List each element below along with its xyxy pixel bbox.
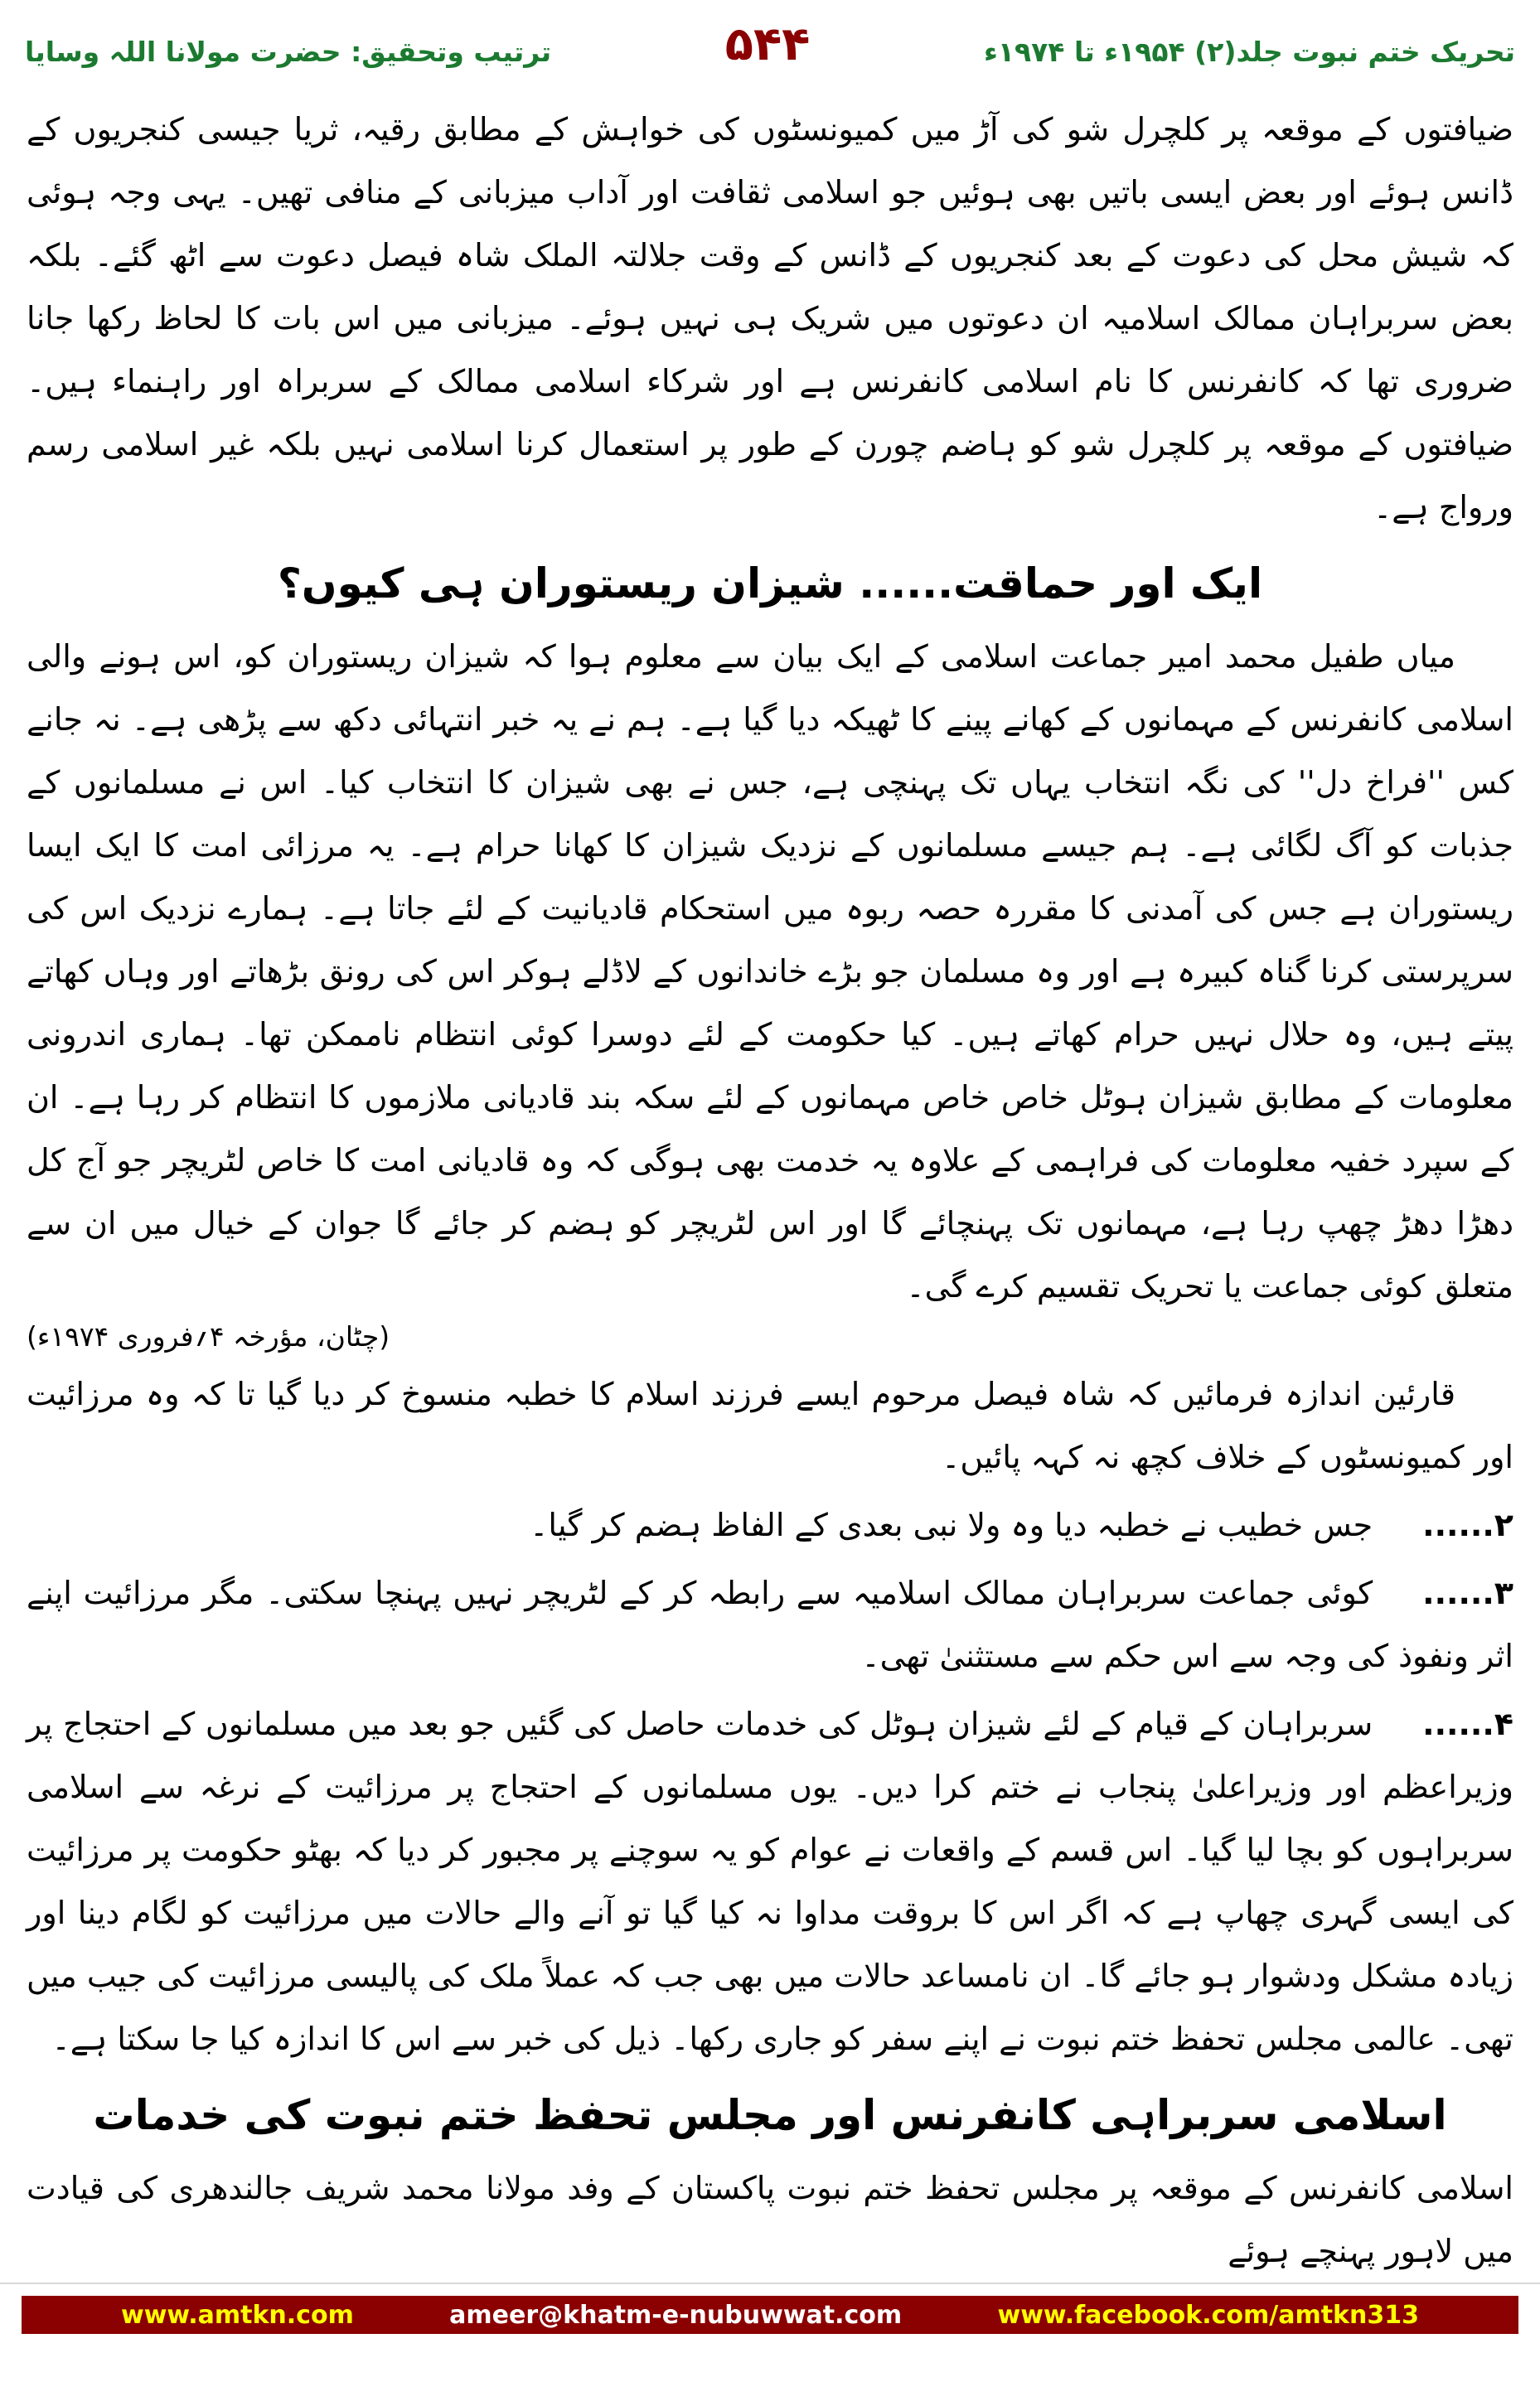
page-number: ۵۴۴ <box>724 17 811 71</box>
compiler-credit: ترتیب وتحقیق: حضرت مولانا اللہ وسایا <box>25 36 552 68</box>
list-item-3 <box>27 1561 1513 1687</box>
list-item-4-marker: ۴...... <box>1422 1706 1513 1743</box>
footer-website-link[interactable]: www.amtkn.com <box>121 2300 354 2330</box>
footer-facebook-link[interactable]: www.facebook.com/amtkn313 <box>997 2300 1419 2330</box>
list-item-3-text: کوئی جماعت سربراہان ممالک اسلامیہ سے رابطہ کر کے لٹریچر نہیں پہنچا سکتی۔ مگر مرزائیت اپنے اثر ونفوذ کی وجہ سے اس حکم سے مستثنیٰ تھی۔ <box>27 1575 1513 1675</box>
section-heading-shezan: ایک اور حماقت...... شیزان ریستوران ہی کیوں؟ <box>277 559 1263 608</box>
page-header <box>0 0 1540 75</box>
source-citation: (چٹان، مؤرخہ ۴؍فروری ۱۹۷۴ء) <box>27 1320 390 1353</box>
footer-divider <box>0 2283 1540 2284</box>
list-item-4-text: سربراہان کے قیام کے لئے شیزان ہوٹل کی خدمات حاصل کی گئیں جو بعد میں مسلمانوں کے احتجاج پر وزیراعظم اور وزیراعلیٰ پنجاب نے ختم کرا دیں۔ یوں مسلمانوں کے احتجاج پر مرزائیت کے نرغہ سے اسلامی سربراہوں کو بچا لیا گیا۔ اس قسم کے واقعات نے عوام کو یہ سوچنے پر مجبور کر دیا کہ بھٹو حکومت پر مرزائیت کی ایسی گہری چھاپ ہے کہ اگر اس کا بروقت مداوا نہ کیا گیا تو آنے والے حالات میں مرزائیت کو لگام دینا اور زیادہ مشکل ودشوار ہو جائے گا۔ ان نامساعد حالات میں بھی جب کہ عملاً ملک کی پالیسی مرزائیت کی جیب میں تھی۔ عالمی مجلس تحفظ ختم نبوت نے اپنے سفر کو جاری رکھا۔ ذیل کی خبر سے اس کا اندازہ کیا جا سکتا ہے۔ <box>27 1706 1513 2058</box>
page-body <box>0 83 1540 2283</box>
footer-area <box>0 2283 1540 2382</box>
paragraph-delegation-lahore: اسلامی کانفرنس کے موقعہ پر مجلس تحفظ ختم نبوت پاکستان کے وفد مولانا محمد شریف جالندھری کی قیادت میں لاہور پہنچے ہوئے <box>27 2170 1513 2270</box>
footer-email-link[interactable]: ameer@khatm-e-nubuwwat.com <box>449 2300 903 2330</box>
list-item-2-marker: ۲...... <box>1422 1507 1513 1544</box>
footer-bar <box>22 2296 1518 2334</box>
paragraph-shezan-contract: میاں طفیل محمد امیر جماعت اسلامی کے ایک بیان سے معلوم ہوا کہ شیزان ریستوران کو، اس ہونے والی اسلامی کانفرنس کے مہمانوں کے کھانے پینے کا ٹھیکہ دیا گیا ہے۔ ہم نے یہ خبر انتہائی دکھ سے پڑھی ہے۔ نہ جانے کس ''فراخ دل'' کی نگہ انتخاب یہاں تک پہنچی ہے، جس نے بھی شیزان کا انتخاب کیا۔ اس نے مسلمانوں کے جذبات کو آگ لگائی ہے۔ ہم جیسے مسلمانوں کے نزدیک شیزان کا کھانا حرام ہے۔ یہ مرزائی امت کا ایک ایسا ریستوران ہے جس کی آمدنی کا مقررہ حصہ ربوہ میں استحکام قادیانیت کے لئے جاتا ہے۔ ہمارے نزدیک اس کی سرپرستی کرنا گناہ کبیرہ ہے اور وہ مسلمان جو بڑے خاندانوں کے لاڈلے ہوکر اس کی رونق بڑھاتے اور وہاں کھاتے پیتے ہیں، وہ حلال نہیں حرام کھاتے ہیں۔ کیا حکومت کے لئے دوسرا کوئی انتظام ناممکن تھا۔ ہماری اندرونی معلومات کے مطابق شیزان ہوٹل خاص خاص مہمانوں کے لئے سکہ بند قادیانی ملازموں کا انتظام کر رہا ہے۔ ان کے سپرد خفیہ معلومات کی فراہمی کے علاوہ یہ خدمت بھی ہوگی کہ وہ قادیانی امت کا خاص لٹریچر جو آج کل دھڑا دھڑ چھپ رہا ہے، مہمانوں تک پہنچائے گا اور اس لٹریچر کو ہضم کر جائے گا جوان کے خیال میں ان سے متعلق کوئی جماعت یا تحریک تقسیم کرے گی۔ <box>27 638 1513 1305</box>
book-title: تحریک ختم نبوت جلد(۲) ۱۹۵۴ء تا ۱۹۷۴ء <box>984 36 1515 68</box>
section-heading-summit-services: اسلامی سربراہی کانفرنس اور مجلس تحفظ ختم نبوت کی خدمات <box>93 2091 1447 2140</box>
list-item-3-marker: ۳...... <box>1422 1575 1513 1612</box>
list-item-4 <box>27 1692 1513 2070</box>
paragraph-banquets: ضیافتوں کے موقعہ پر کلچرل شو کی آڑ میں کمیونسٹوں کی خواہش کے مطابق رقیہ، ثریا جیسی کنجریوں کے ڈانس ہوئے اور بعض ایسی باتیں بھی ہوئیں جو اسلامی ثقافت اور آداب میزبانی کے منافی تھیں۔ یہی وجہ ہوئی کہ شیش محل کی دعوت کے بعد کنجریوں کے ڈانس کے وقت جلالتہ الملک شاہ فیصل دعوت سے اٹھ گئے۔ بلکہ بعض سربراہان ممالک اسلامیہ ان دعوتوں میں شریک ہی نہیں ہوئے۔ میزبانی میں اس بات کا لحاظ رکھا جانا ضروری تھا کہ کانفرنس کا نام اسلامی کانفرنس ہے اور شرکاء اسلامی ممالک کے سربراہ اور راہنماء ہیں۔ ضیافتوں کے موقعہ پر کلچرل شو کو ہاضم چورن کے طور پر استعمال کرنا اسلامی نہیں بلکہ غیر اسلامی رسم ورواج ہے۔ <box>27 111 1513 525</box>
paragraph-khutba-cancelled: قارئین اندازہ فرمائیں کہ شاہ فیصل مرحوم ایسے فرزند اسلام کا خطبہ منسوخ کر دیا گیا تا کہ وہ مرزائیت اور کمیونسٹوں کے خلاف کچھ نہ کہہ پائیں۔ <box>27 1376 1513 1476</box>
list-item-2 <box>27 1494 1513 1557</box>
list-item-2-text: جس خطیب نے خطبہ دیا وہ ولا نبی بعدی کے الفاظ ہضم کر گیا۔ <box>530 1507 1373 1544</box>
